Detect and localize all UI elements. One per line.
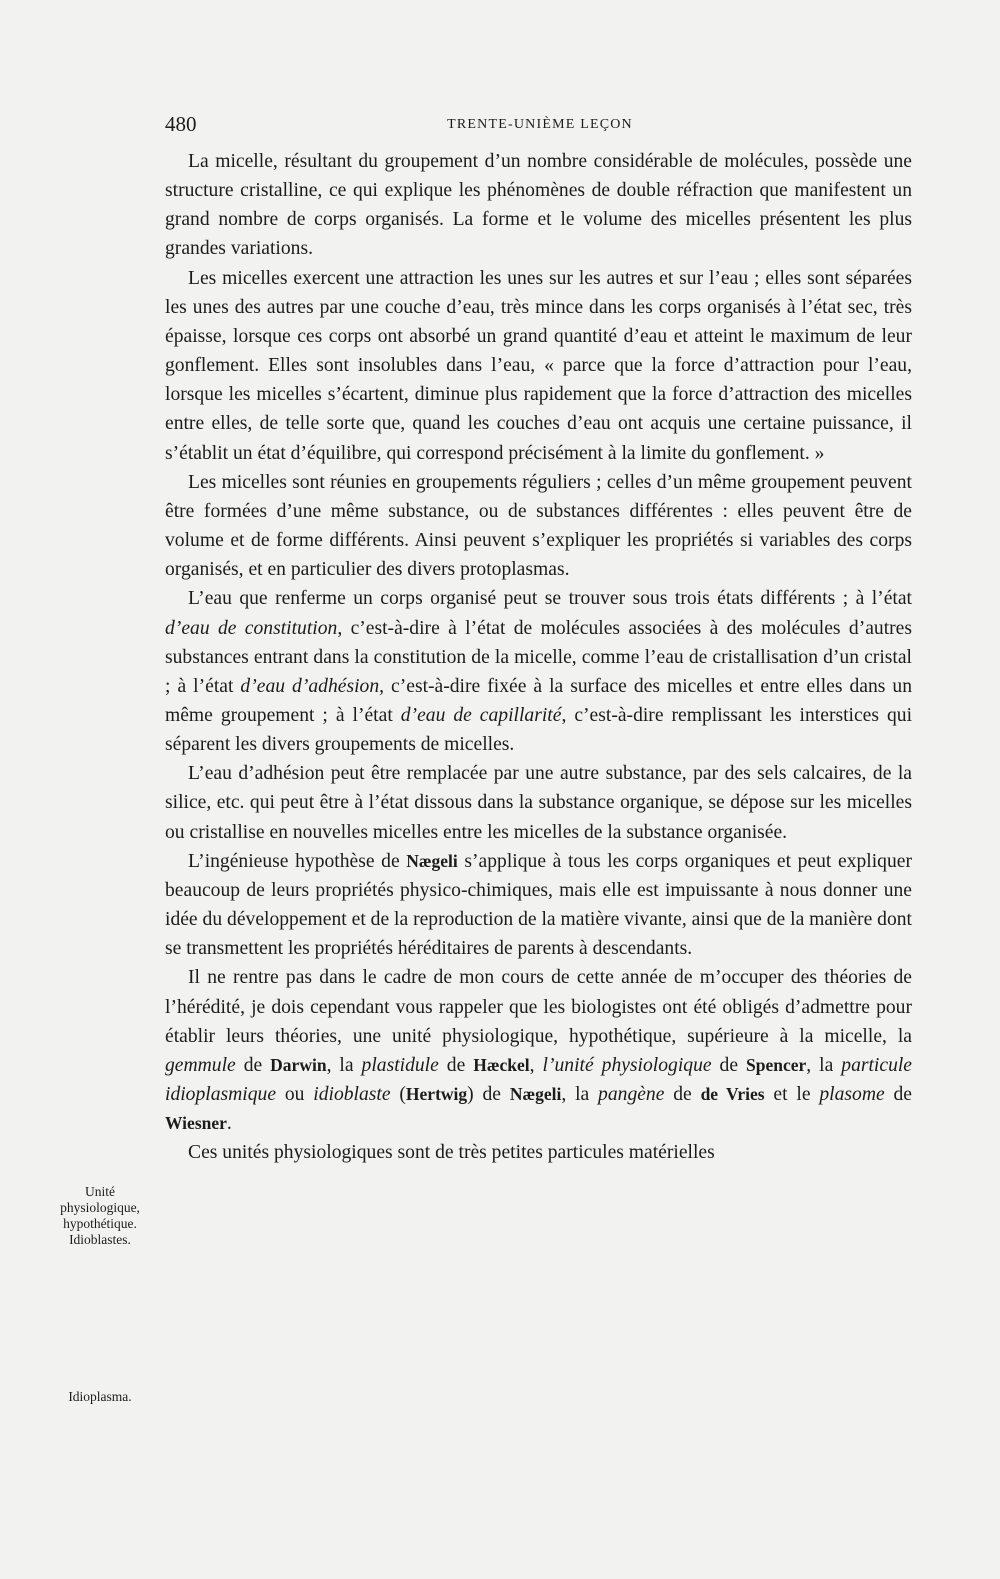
margin-note-line: Idioblastes. — [69, 1232, 131, 1247]
text-run: . — [226, 1113, 232, 1135]
text-run: Ces unités physiologiques sont de très petites particules matérielles — [188, 1142, 715, 1164]
author-name: Hertwig — [405, 1084, 468, 1104]
italic-term: d’eau d’adhésion — [240, 675, 380, 697]
text-run: , la — [806, 1054, 842, 1076]
paragraph — [165, 264, 912, 468]
text-run: s’applique à tous les corps organiques et peut expliquer beaucoup de leurs propriétés physico-chimiques, mais elle est impuissante à nous donner une idée du développement et de la reproduction de la matière vivante, ainsi que de la manière dont se transmettent les propriétés héréditaires de parents à descendants. — [165, 850, 912, 960]
text-run: et le — [764, 1084, 820, 1105]
paragraph — [165, 759, 912, 846]
margin-note-line: Unité — [85, 1184, 115, 1199]
italic-term: pangène — [598, 1084, 665, 1105]
margin-note-line: physiologique, — [60, 1200, 140, 1215]
author-name: de Vries — [700, 1084, 765, 1104]
text-run: de — [711, 1054, 747, 1076]
text-run: Les micelles sont réunies en groupements réguliers ; celles d’un même groupement peuvent être formées d’une même substance, ou de substances différentes : elles peuvent être de volume et de forme différents. Ainsi peuvent s’expliquer les propriétés si variables des corps organisés, et en particulier des divers protoplasmas. — [165, 471, 912, 581]
paragraph — [165, 584, 912, 759]
author-name: Wiesner — [165, 1113, 227, 1134]
page-number: 480 — [165, 112, 197, 136]
author-name: Nægeli — [509, 1084, 562, 1104]
margin-note — [40, 1389, 160, 1405]
paragraph — [165, 147, 912, 264]
text-run: Il ne rentre pas dans le cadre de mon cours de cette année de m’occuper des théories de l’hérédité, je dois cependant vous rappeler que les biologistes ont été obligés d’admettre pour établir leurs théories, une unité physiologique, hypothétique, supérieure à la micelle, la — [165, 967, 912, 1047]
author-name: Spencer — [746, 1054, 807, 1075]
author-name: Darwin — [270, 1054, 327, 1075]
margin-note — [40, 1184, 160, 1248]
main-text — [165, 147, 912, 1167]
author-name: Hæckel — [473, 1054, 530, 1075]
paragraph — [165, 847, 912, 964]
paragraph — [165, 963, 912, 1138]
text-run: ( — [390, 1084, 406, 1105]
text-run: La micelle, résultant du groupement d’un nombre considérable de molécules, possède une structure cristalline, ce qui explique les phénomènes de double réfraction que manifestent un grand nombre de corps organisés. La forme et le volume des micelles présentent les plus grandes variations. — [165, 151, 912, 260]
text-run: L’eau d’adhésion peut être remplacée par une autre substance, par des sels calcaires, de la silice, etc. qui peut être à l’état dissous dans la substance organique, se dépose sur les micelles ou cristallise en nouvelles micelles entre les micelles de la substance organisée. — [165, 763, 912, 843]
text-run: , la — [561, 1084, 599, 1105]
italic-term: d’eau de constitution — [165, 617, 338, 639]
italic-term: particule idioplasmique — [165, 1054, 913, 1105]
paragraph — [165, 468, 912, 585]
italic-term: l’unité physiologique — [542, 1054, 712, 1076]
text-run: , c’est-à-dire fixée à la surface des micelles et entre elles dans un même groupement ; à l’état — [165, 675, 912, 726]
text-run: L’ingénieuse hypothèse de — [188, 850, 407, 872]
running-head: TRENTE-UNIÈME LEÇON — [447, 117, 633, 132]
text-run: L’eau que renferme un corps organisé peut se trouver sous trois états différents ; à l’état — [188, 588, 912, 610]
text-run: de — [664, 1084, 701, 1105]
margin-note-line: Idioplasma. — [68, 1389, 132, 1404]
text-run: , c’est-à-dire à l’état de molécules associées à des molécules d’autres substances entrant dans la constitution de la micelle, comme l’eau de cristallisation d’un cristal ; à l’état — [165, 617, 912, 697]
text-run: ou — [276, 1084, 314, 1105]
text-run: ) de — [467, 1084, 510, 1105]
text-run: de — [438, 1054, 474, 1076]
italic-term: plasome — [819, 1084, 885, 1105]
paragraph — [165, 1138, 912, 1167]
italic-term: gemmule — [165, 1054, 236, 1076]
text-run: de — [884, 1084, 912, 1105]
text-run: Les micelles exercent une attraction les unes sur les autres et sur l’eau ; elles sont séparées les unes des autres par une couche d’eau, très mince dans les corps organisés à l’état sec, très épaisse, lorsque ces corps ont absorbé un grand quantité d’eau et atteint le maximum de leur gonflement. Elles sont insolubles dans l’eau, « parce que la force d’attraction pour l’eau, lorsque les micelles s’écartent, diminue plus rapidement que la force d’attraction des micelles entre elles, de telle sorte que, quand les couches d’eau ont acquis une certaine puissance, il s’établit un état d’équilibre, qui correspond précisément à la limite du gonflement. » — [165, 267, 912, 464]
italic-term: d’eau de capillarité — [400, 704, 562, 726]
text-run: , la — [326, 1054, 362, 1076]
page-header — [165, 112, 915, 142]
text-run: de — [235, 1054, 271, 1076]
text-run: , — [529, 1054, 543, 1076]
text-run: , c’est-à-dire remplissant les interstices qui séparent les divers groupements de micelles. — [165, 704, 913, 756]
margin-note-line: hypothétique. — [63, 1216, 137, 1231]
author-name: Nægeli — [406, 850, 458, 871]
italic-term: plastidule — [361, 1054, 439, 1076]
italic-term: idioblaste — [313, 1084, 391, 1105]
